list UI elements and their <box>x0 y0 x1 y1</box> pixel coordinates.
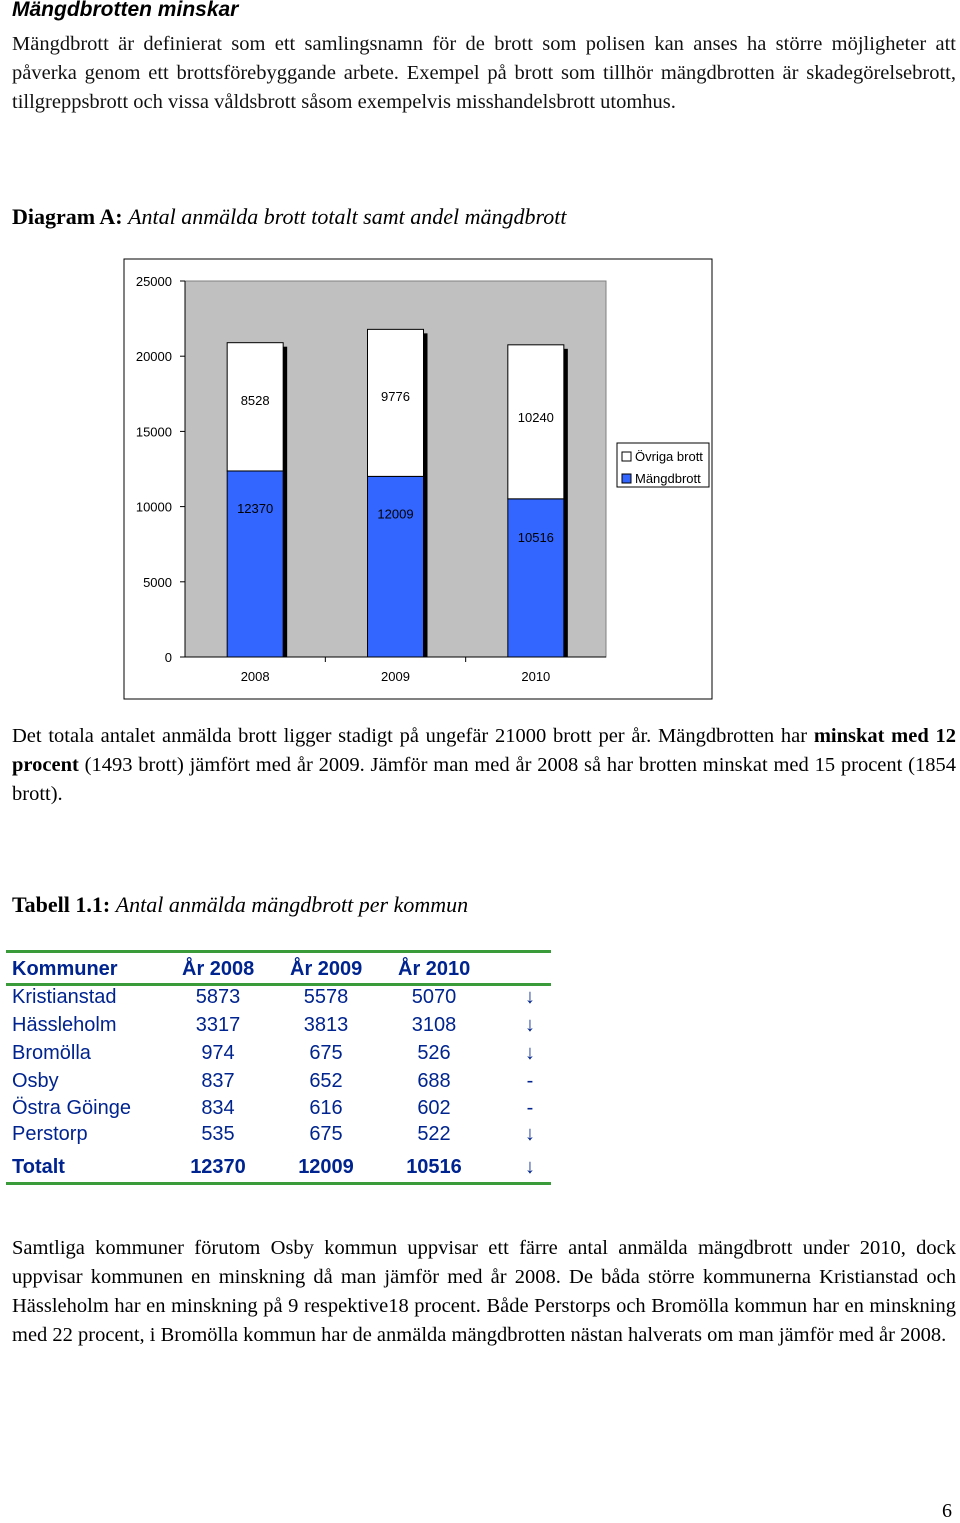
x-category-label: 2008 <box>240 669 270 684</box>
trend-down-arrow-icon: ↓ <box>525 1042 535 1064</box>
bar-mangdbrott <box>368 476 424 657</box>
row-2009: 675 <box>309 1042 343 1064</box>
table-row <box>12 1097 572 1125</box>
row-kommun: Perstorp <box>12 1123 88 1145</box>
table-row <box>12 986 572 1014</box>
bar-mangdbrott <box>227 471 283 657</box>
table-total-row <box>12 1156 572 1184</box>
row-kommun: Östra Göinge <box>12 1097 131 1119</box>
page-number: 6 <box>942 1500 952 1522</box>
table-title-text: Antal anmälda mängdbrott per kommun <box>115 892 469 917</box>
total-label: Totalt <box>12 1156 65 1178</box>
table-title <box>12 892 468 918</box>
trend-down-arrow-icon: ↓ <box>525 1123 535 1145</box>
y-tick-label: 10000 <box>135 499 172 515</box>
page-heading: Mängdbrotten minskar <box>12 0 239 21</box>
value-label-mangdbrott: 12009 <box>377 506 414 522</box>
row-2008: 837 <box>201 1070 235 1092</box>
value-label-ovriga-brott: 10240 <box>517 409 554 425</box>
table-row <box>12 1014 572 1042</box>
total-2010: 10516 <box>406 1156 462 1178</box>
row-2008: 834 <box>201 1097 235 1119</box>
trend-down-arrow-icon: ↓ <box>525 986 535 1008</box>
table-bottom-rule <box>6 1182 551 1185</box>
row-2010: 602 <box>417 1097 451 1119</box>
x-category-label: 2010 <box>521 669 551 684</box>
table-label: Tabell 1.1: <box>12 892 111 917</box>
row-kommun: Osby <box>12 1070 59 1092</box>
y-tick-label: 0 <box>164 650 172 665</box>
row-2010: 5070 <box>411 986 457 1008</box>
header-2010: År 2010 <box>398 958 471 980</box>
header-2009: År 2009 <box>290 958 363 980</box>
row-2009: 616 <box>309 1097 343 1119</box>
trend-dash-icon: - <box>526 1097 534 1119</box>
stacked-bar-chart <box>0 240 960 715</box>
row-2009: 5578 <box>303 986 349 1008</box>
bars-group <box>227 329 568 684</box>
trend-down-arrow-icon: ↓ <box>525 1014 535 1036</box>
header-kommuner: Kommuner <box>12 958 118 980</box>
row-2010: 522 <box>417 1123 451 1145</box>
row-2009: 675 <box>309 1123 343 1145</box>
row-2010: 3108 <box>411 1014 457 1036</box>
y-tick-label: 25000 <box>135 274 172 289</box>
legend-label-mangdbrott: Mängdbrott <box>635 471 701 486</box>
x-category-label: 2009 <box>381 669 410 684</box>
table-row <box>12 1042 572 1070</box>
legend-swatch-mangdbrott <box>622 474 631 483</box>
row-2008: 535 <box>201 1123 235 1145</box>
value-label-mangdbrott: 12370 <box>237 500 274 516</box>
y-tick-label: 15000 <box>135 424 172 440</box>
row-2009: 3813 <box>303 1014 349 1036</box>
row-kommun: Kristianstad <box>12 986 117 1008</box>
diagram-label: Diagram A: <box>12 204 123 229</box>
table-row <box>12 1123 572 1151</box>
total-2008: 12370 <box>190 1156 246 1178</box>
intro-paragraph: Mängdbrott är definierat som ett samlingsnamn för de brott som polisen kan anses ha större möjligheter att påverka genom ett brottsförebyggande arbete. Exempel på brott som tillhör mängdbrotten är skadegörelsebrott, tillgreppsbrott och vissa våldsbrott såsom exempelvis misshandelsbrott utomhus. <box>12 33 956 113</box>
bar-mangdbrott <box>508 499 564 657</box>
value-label-ovriga-brott: 9776 <box>381 388 410 404</box>
analysis-paragraph <box>12 722 956 809</box>
legend-swatch-ovriga-brott <box>622 452 631 461</box>
row-2010: 526 <box>417 1042 451 1064</box>
chart-legend <box>617 443 709 487</box>
total-trend-icon: ↓ <box>525 1156 535 1178</box>
diagram-title-text: Antal anmälda brott totalt samt andel mängdbrott <box>128 204 567 229</box>
y-tick-label: 20000 <box>135 349 172 365</box>
table-top-rule <box>6 950 551 953</box>
value-label-mangdbrott: 10516 <box>517 529 554 545</box>
trend-dash-icon: - <box>526 1070 534 1092</box>
legend-label-ovriga-brott: Övriga brott <box>635 449 703 464</box>
total-2009: 12009 <box>298 1156 354 1178</box>
y-tick-label: 5000 <box>143 574 172 590</box>
row-2009: 652 <box>309 1070 343 1092</box>
row-2008: 5873 <box>195 986 241 1008</box>
analysis-text-start: Det totala antalet anmälda brott ligger stadigt på ungefär 21000 brott per år. Mängdbrotten har <box>12 725 814 747</box>
row-2010: 688 <box>417 1070 451 1092</box>
table-row <box>12 1070 572 1098</box>
row-2008: 3317 <box>195 1014 241 1036</box>
diagram-title <box>12 204 566 230</box>
row-kommun: Hässleholm <box>12 1014 117 1036</box>
conclusion-paragraph: Samtliga kommuner förutom Osby kommun uppvisar ett färre antal anmälda mängdbrott under 2010, dock uppvisar kommunen en minskning då man jämför med år 2008. De båda större kommunerna Kristianstad och Hässleholm har en minskning på 9 respektive18 procent. Både Perstorps och Bromölla kommun har en minskning med 22 procent, i Bromölla kommun har de anmälda mängdbrotten nästan halverats om man jämför med år 2008. <box>12 1237 956 1346</box>
row-2008: 974 <box>201 1042 235 1064</box>
row-kommun: Bromölla <box>12 1042 91 1064</box>
analysis-text-end: (1493 brott) jämfört med år 2009. Jämför man med år 2008 så har brotten minskat med 15 procent (1854 brott). <box>12 754 956 805</box>
header-2008: År 2008 <box>182 958 255 980</box>
value-label-ovriga-brott: 8528 <box>240 392 270 408</box>
analysis-highlight: minskat med 12 procent <box>12 725 956 776</box>
table-header-row <box>12 958 572 986</box>
